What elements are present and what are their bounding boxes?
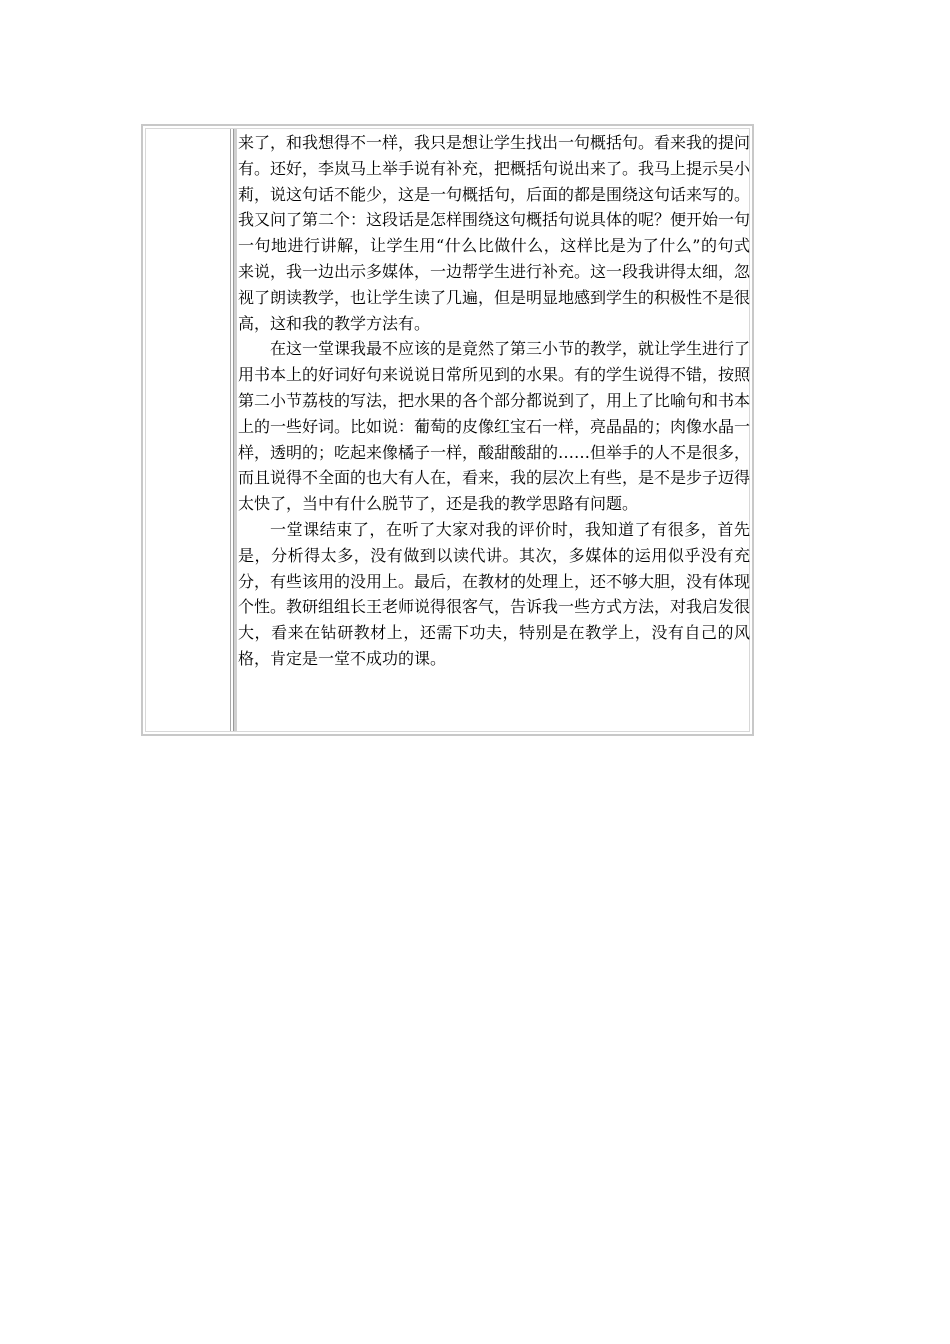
table-left-cell (146, 129, 231, 731)
table-right-cell (236, 129, 749, 731)
paragraph-conclusion: 一堂课结束了，在听了大家对我的评价时，我知道了有很多，首先是，分析得太多，没有做到以读代讲。其次，多媒体的运用似乎没有充分，有些该用的没用上。最后，在教材的处理上，还不够大胆，没有体现个性。教研组组长王老师说得很客气，告诉我一些方式方法，对我启发很大，看来在钻研教材上，还需下功夫，特别是在教学上，没有自己的风格，肯定是一堂不成功的课。 (238, 519, 751, 668)
paragraph-third-section: 在这一堂课我最不应该的是竟然了第三小节的教学，就让学生进行了用书本上的好词好句来说说日常所见到的水果。有的学生说得不错，按照第二小节荔枝的写法，把水果的各个部分都说到了，用上了比喻句和书本上的一些好词。比如说：葡萄的皮像红宝石一样，亮晶晶的；肉像水晶一样，透明的；吃起来像橘子一样，酸甜酸甜的……但举手的人不是很多，而且说得不全面的也大有人在，看来，我的层次上有些，是不是步子迈得太快了，当中有什么脱节了，还是我的教学思路有问题。 (238, 339, 751, 514)
content-table (141, 124, 754, 736)
reflection-text (238, 130, 750, 672)
paragraph-continued: 来了，和我想得不一样，我只是想让学生找出一句概括句。看来我的提问有。还好，李岚马上举手说有补充，把概括句说出来了。我马上提示吴小莉，说这句话不能少，这是一句概括句，后面的都是围绕这句话来写的。我又问了第二个：这段话是怎样围绕这句概括句说具体的呢？便开始一句一句地进行讲解，让学生用“什么比做什么，这样比是为了什么”的句式来说，我一边出示多媒体，一边帮学生进行补充。这一段我讲得太细，忽视了朗读教学，也让学生读了几遍，但是明显地感到学生的积极性不是很高，这和我的教学方法有。 (238, 133, 751, 333)
